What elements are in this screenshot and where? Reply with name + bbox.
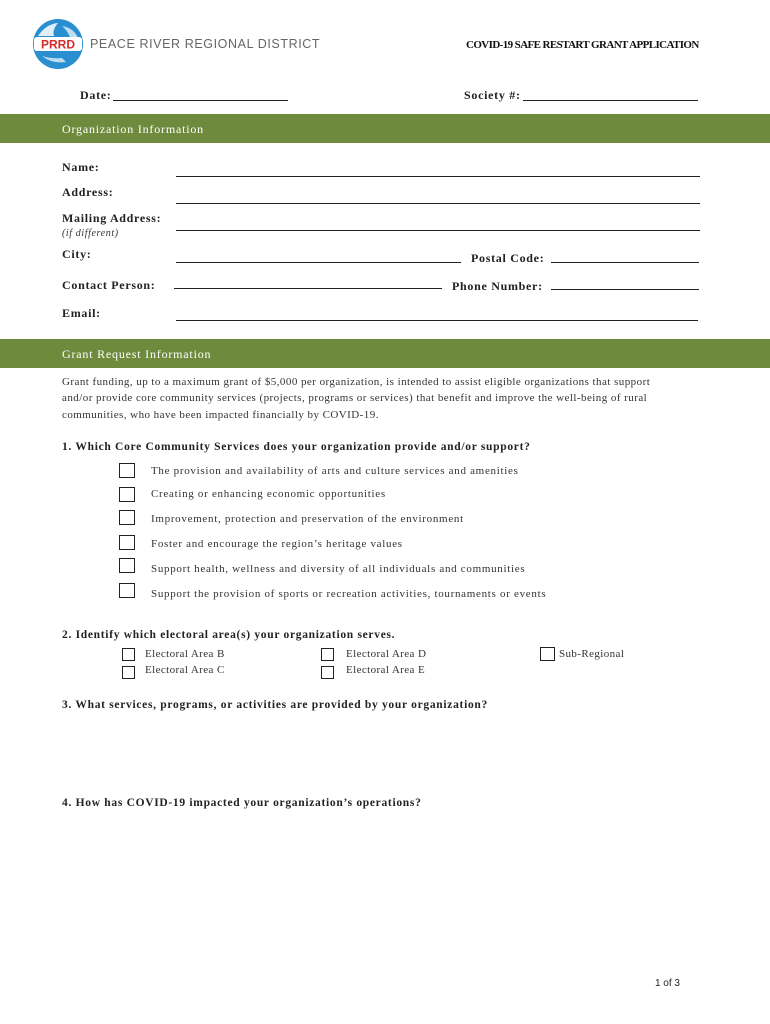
postal-code-label: Postal Code:: [471, 251, 545, 265]
checkbox-arts-culture[interactable]: [119, 463, 135, 478]
checkbox-electoral-area-c[interactable]: [122, 666, 135, 679]
section-header-organization: [0, 114, 770, 143]
contact-person-field[interactable]: [174, 288, 442, 289]
form-title: COVID-19 SAFE RESTART GRANT APPLICATION: [466, 39, 699, 51]
checkbox-electoral-area-e[interactable]: [321, 666, 334, 679]
checkbox-health-wellness[interactable]: [119, 558, 135, 573]
address-field[interactable]: [176, 203, 700, 204]
area-label: Sub-Regional: [559, 648, 625, 660]
grant-intro: Grant funding, up to a maximum grant of $5,000 per organization, is intended to assist eligible organizations that support and/or provide core community services (projects, programs or services) that benefit and improve the well-being of rural communities, who have been impacted financially by COVID-19.: [62, 376, 651, 421]
section-title: Organization Information: [62, 122, 204, 136]
address-label: Address:: [62, 185, 114, 199]
option-label: Foster and encourage the region’s heritage values: [151, 538, 403, 550]
logo-text: PRRD: [40, 37, 76, 52]
postal-code-field[interactable]: [551, 262, 699, 263]
phone-number-field[interactable]: [551, 289, 699, 290]
checkbox-electoral-area-b[interactable]: [122, 648, 135, 661]
option-label: Improvement, protection and preservation of the environment: [151, 513, 464, 525]
area-label: Electoral Area C: [145, 664, 225, 676]
section-title: Grant Request Information: [62, 347, 212, 361]
question-4: 4. How has COVID-19 impacted your organization’s operations?: [62, 797, 422, 809]
checkbox-heritage[interactable]: [119, 535, 135, 550]
answer-area-3[interactable]: [62, 716, 702, 796]
society-field[interactable]: [523, 100, 698, 101]
option-label: Support the provision of sports or recreation activities, tournaments or events: [151, 588, 547, 600]
question-1: 1. Which Core Community Services does your organization provide and/or support?: [62, 441, 531, 453]
answer-area-4[interactable]: [62, 816, 702, 966]
name-field[interactable]: [176, 176, 700, 177]
prrd-logo: [32, 18, 84, 70]
area-label: Electoral Area D: [346, 648, 427, 660]
section-header-grant: [0, 339, 770, 368]
email-field[interactable]: [176, 320, 698, 321]
checkbox-economic[interactable]: [119, 487, 135, 502]
area-label: Electoral Area B: [145, 648, 225, 660]
checkbox-sub-regional[interactable]: [540, 647, 555, 661]
name-label: Name:: [62, 160, 100, 174]
mailing-address-field[interactable]: [176, 230, 700, 231]
option-label: The provision and availability of arts and culture services and amenities: [151, 465, 519, 477]
mailing-address-label: Mailing Address:: [62, 211, 162, 225]
phone-number-label: Phone Number:: [452, 279, 543, 293]
contact-person-label: Contact Person:: [62, 278, 156, 292]
email-label: Email:: [62, 306, 101, 320]
checkbox-electoral-area-d[interactable]: [321, 648, 334, 661]
org-name: PEACE RIVER REGIONAL DISTRICT: [90, 37, 321, 51]
mailing-address-hint: (if different): [62, 228, 119, 239]
question-2: 2. Identify which electoral area(s) your organization serves.: [62, 629, 396, 641]
checkbox-environment[interactable]: [119, 510, 135, 525]
area-label: Electoral Area E: [346, 664, 426, 676]
question-3: 3. What services, programs, or activities are provided by your organization?: [62, 699, 488, 711]
city-field[interactable]: [176, 262, 461, 263]
checkbox-sports-recreation[interactable]: [119, 583, 135, 598]
option-label: Support health, wellness and diversity of all individuals and communities: [151, 563, 526, 575]
page-number: 1 of 3: [654, 978, 680, 989]
city-label: City:: [62, 247, 92, 261]
society-label: Society #:: [464, 88, 521, 102]
option-label: Creating or enhancing economic opportunities: [151, 488, 386, 500]
date-field[interactable]: [113, 100, 288, 101]
date-label: Date:: [80, 88, 112, 102]
